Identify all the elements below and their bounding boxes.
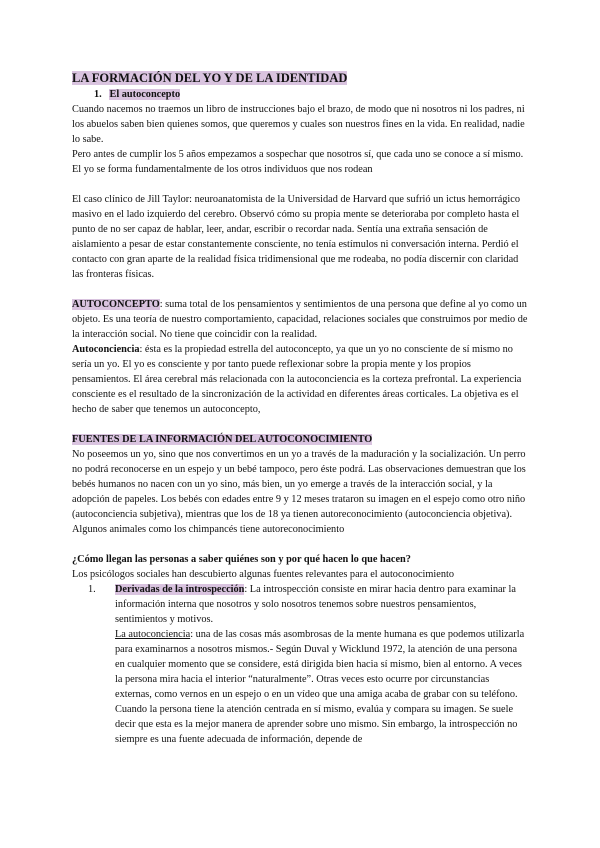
fuentes-heading-highlight: FUENTES DE LA INFORMACIÓN DEL AUTOCONOCIMIENTO <box>72 434 373 445</box>
title-highlight: LA FORMACIÓN DEL YO Y DE LA IDENTIDAD <box>72 71 348 85</box>
section-label: El autoconcepto <box>109 89 181 100</box>
question-heading: ¿Cómo llegan las personas a saber quiénes son y por qué hacen lo que hacen? <box>72 554 411 565</box>
list-item-introspeccion <box>88 582 528 747</box>
list-item-body <box>115 582 528 747</box>
question-lead: Los psicólogos sociales han descubierto algunas fuentes relevantes para el autoconocimiento <box>72 569 455 580</box>
autoconciencia-term: Autoconciencia <box>72 344 140 355</box>
section-number: 1. <box>94 89 102 100</box>
document-title <box>72 70 528 87</box>
autoconciencia-subterm: La autoconciencia <box>115 629 191 640</box>
autoconcepto-paragraph <box>72 297 528 417</box>
fuentes-heading <box>72 432 528 447</box>
autoconciencia-subtext: : una de las cosas más asombrosas de la mente humana es que podemos utilizarla para examinarnos a nosotros mismos.- Según Duval y Wicklund 1972, la atención de una persona en cualquier momento que se considere, está dirigida bien hacia sí mismo, bien al entorno. A veces la persona mira hacia el interior “naturalmente”. Otras veces esto ocurre por circunstancias externas, como vernos en un espejo o en un vídeo que una amiga acaba de grabar con su teléfono. Cuando la persona tiene la atención centrada en sí mismo, evalúa y compara su imagen. Se suele decir que esta es la mejor manera de aprender sobre uno mismo. Sin embargo, la introspección no siempre es una fuente adecuada de información, depende de <box>115 629 525 745</box>
autoconciencia-definition: : ésta es la propiedad estrella del autoconcepto, ya que un yo no consciente de sí mismo no sería un yo. El yo es consciente y por tanto puede reflexionar sobre la propia mente y los propios pensamientos. El área cerebral más relacionada con la autoconciencia es la corteza prefrontal. La experiencia consciente es el resultado de la sincronización de la actividad en diferentes áreas corticales. La objetiva es el hecho de saber que tenemos un autoconcepto, <box>72 344 522 415</box>
section-heading-autoconcepto <box>94 87 528 102</box>
autoconcepto-term: AUTOCONCEPTO <box>72 299 160 310</box>
intro-paragraph-3: El yo se forma fundamentalmente de los otros individuos que nos rodean <box>72 164 373 175</box>
document-page <box>72 70 528 747</box>
introspeccion-term: Derivadas de la introspección <box>115 584 245 595</box>
intro-paragraph-1: Cuando nacemos no traemos un libro de instrucciones bajo el brazo, de modo que ni nosotros ni los padres, ni los abuelos saben bien quienes somos, que queremos y cuales son nuestros fines en la vida. En realidad, nadie lo sabe. <box>72 104 525 145</box>
list-number: 1. <box>88 584 96 595</box>
jill-taylor-paragraph: El caso clínico de Jill Taylor: neuroanatomista de la Universidad de Harvard que sufrió un ictus hemorrágico masivo en el lado izquierdo del cerebro. Observó cómo su propia mente se deterioraba por completo hasta el punto de no ser capaz de hablar, leer, andar, escribir o recordar nada. Sentía una extraña sensación de aislamiento a pesar de estar constantemente consciente, no tenía estímulos ni conversación interna. Perdió el contacto con gran aparte de la realidad física tridimensional que me rodeaba, no podía discernir con claridad las fronteras físicas. <box>72 194 521 280</box>
autoconcepto-definition: : suma total de los pensamientos y sentimientos de una persona que define al yo como un objeto. Es una teoría de nuestro comportamiento, capacidad, relaciones sociales que construimos por medio de la interacción social. No tiene que coincidir con la realidad. <box>72 299 528 340</box>
introspeccion-text: : La introspección consiste en mirar hacia dentro para examinar la información interna que nosotros y solo nosotros tenemos sobre nuestros pensamientos, sentimientos y motivos. <box>115 584 516 625</box>
fuentes-paragraph: No poseemos un yo, sino que nos convertimos en un yo a través de la maduración y la socialización. Un perro no podrá reconocerse en un espejo y un bebé tampoco, pero éste podrá. Las observaciones demuestran que los bebés humanos no nacen con un yo sino, más bien, un yo emerge a través de la interacción social, y la adopción de papeles. Los bebés con edades entre 9 y 12 meses trataron su imagen en el espejo como otro niño (autoconciencia subjetiva), mientras que los de 18 ya tienen autoreconocimiento (autoconciencia objetiva). Algunos animales como los chimpancés tiene autoreconocimiento <box>72 449 526 535</box>
intro-paragraph-2: Pero antes de cumplir los 5 años empezamos a sospechar que nosotros sí, que cada uno se conoce a sí mismo. <box>72 149 524 160</box>
